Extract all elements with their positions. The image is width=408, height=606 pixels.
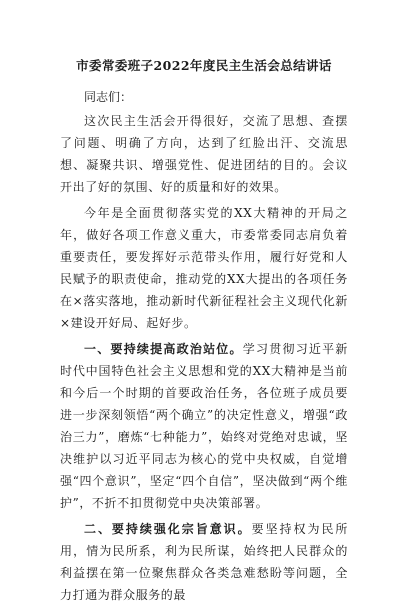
paragraph-1-text: 这次民主生活会开得很好，交流了思想、查摆了问题、明确了方向，达到了红脸出汗、交流思想、凝聚共识、增强党性、促进团结的目的。会议开出了好的氛围、好的质量和好的效果。 <box>60 114 348 194</box>
paragraph-3 <box>60 338 348 514</box>
salutation: 同志们： <box>84 90 133 104</box>
paragraph-2 <box>60 202 348 334</box>
document-title: 市委常委班子2022年度民主生活会总结讲话 <box>76 58 332 73</box>
paragraph-1 <box>60 110 348 198</box>
paragraph-4-text: 要坚持权为民所用，情为民所系，利为民所谋，始终把人民群众的利益摆在第一位聚焦群众各类急难愁盼等问题，全力打通为群众服务的最 <box>60 522 349 602</box>
section-heading-2: 二、要持续强化宗旨意识。 <box>84 522 252 536</box>
section-heading-1: 一、要持续提高政治站位。 <box>84 342 243 356</box>
paragraph-2-text: 今年是全面贯彻落实党的XX大精神的开局之年，做好各项工作意义重大，市委常委同志肩负着重要责任，要发挥好示范带头作用，履行好党和人民赋予的职责使命，推动党的XX大提出的各项任务在×落实落地，推动新时代新征程社会主义现代化新×建设开好局、起好步。 <box>60 206 348 330</box>
paragraph-4 <box>60 518 348 606</box>
paragraph-3-text: 学习贯彻习近平新时代中国特色社会主义思想和党的XX大精神是当前和今后一个时期的首要政治任务，各位班子成员要进一步深刻领悟“两个确立”的决定性意义，增强“政治三力”，磨炼“七种能力”，始终对党绝对忠诚，坚决维护以习近平同志为核心的党中央权威，自觉增强“四个意识”，坚定“四个自信”，坚决做到“两个维护”，不折不扣贯彻党中央决策部署。 <box>60 342 348 510</box>
